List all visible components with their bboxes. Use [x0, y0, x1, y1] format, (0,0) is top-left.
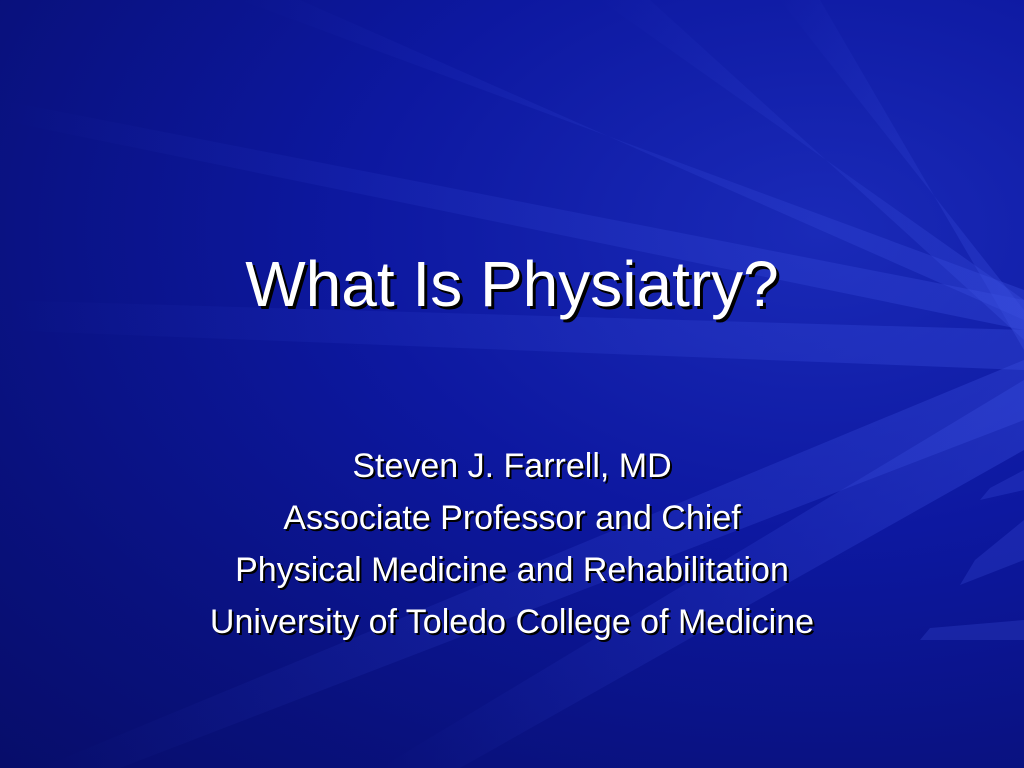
presenter-institution: University of Toledo College of Medicine: [209, 603, 815, 641]
presenter-name: Steven J. Farrell, MD: [352, 447, 672, 485]
slide-title: What Is Physiatry?: [245, 248, 779, 320]
presenter-position: Associate Professor and Chief: [283, 499, 741, 537]
slide-subtitle: [150, 440, 874, 641]
presenter-department: Physical Medicine and Rehabilitation: [235, 551, 789, 589]
